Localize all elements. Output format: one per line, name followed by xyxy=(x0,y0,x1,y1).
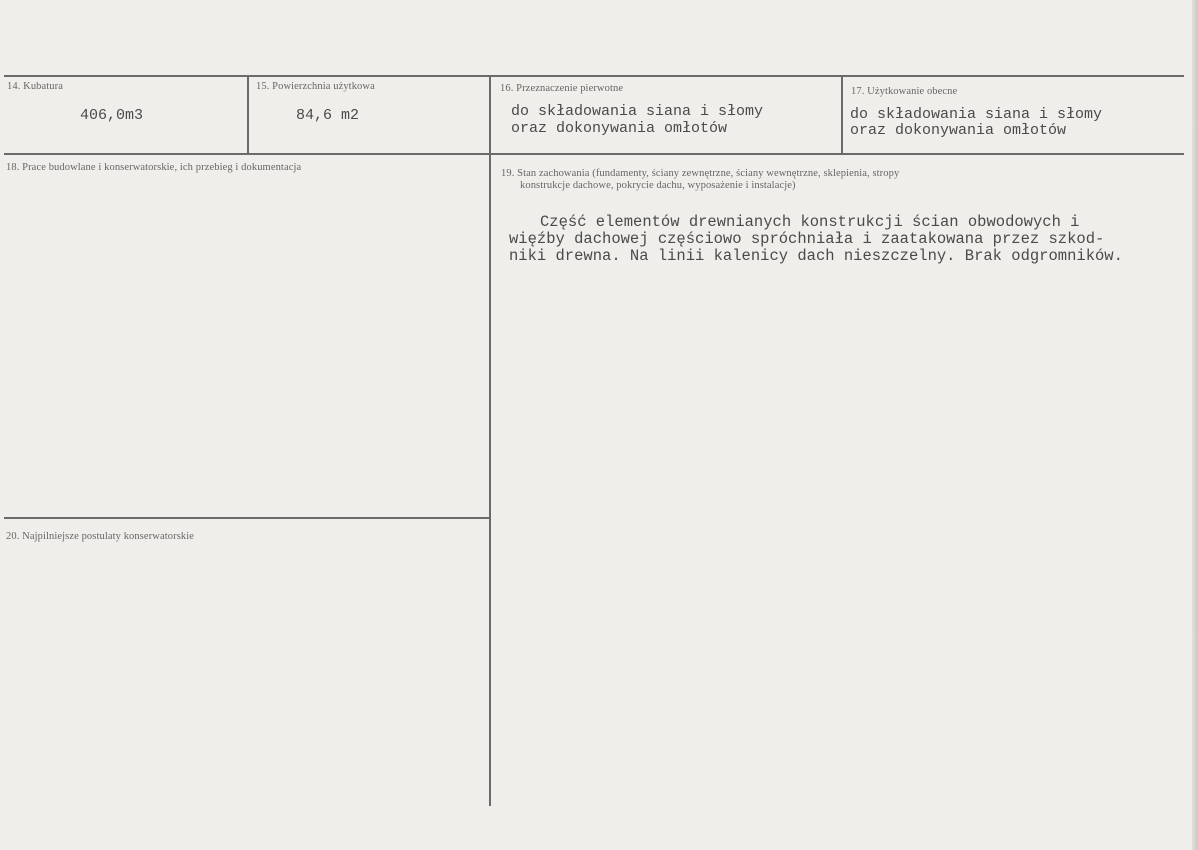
field-15-label: 15. Powierzchnia użytkowa xyxy=(256,81,375,92)
divider-center xyxy=(489,76,491,806)
field-20-label: 20. Najpilniejsze postulaty konserwatorskie xyxy=(6,531,195,542)
field-19-label-line-1: 19. Stan zachowania (fundamenty, ściany zewnętrzne, ściany wewnętrzne, sklepienia, stropy xyxy=(501,168,900,179)
field-16-value-line-2: oraz dokonywania omłotów xyxy=(511,120,728,137)
field-16-value-line-1: do składowania siana i słomy xyxy=(511,103,764,120)
field-18-label: 18. Prace budowlane i konserwatorskie, ich przebieg i dokumentacja xyxy=(6,162,302,173)
field-14-value: 406,0m3 xyxy=(80,107,144,124)
middle-rule xyxy=(4,153,1184,155)
field-19-value-line-3: niki drewna. Na linii kalenicy dach nieszczelny. Brak odgromników. xyxy=(509,247,1123,265)
card-edge-shadow xyxy=(1192,0,1198,850)
field-17-value-line-1: do składowania siana i słomy xyxy=(850,106,1103,123)
divider-16-17 xyxy=(841,76,843,154)
field-17-label: 17. Użytkowanie obecne xyxy=(851,86,958,97)
field-19-label-line-2: konstrukcje dachowe, pokrycie dachu, wyposażenie i instalacje) xyxy=(520,180,796,191)
field-19-value-line-2: więźby dachowej częściowo spróchniała i zaatakowana przez szkod- xyxy=(509,230,1105,248)
field-19-value-line-1: Część elementów drewnianych konstrukcji ścian obwodowych i xyxy=(540,213,1080,231)
field-17-value-line-2: oraz dokonywania omłotów xyxy=(850,122,1067,139)
divider-14-15 xyxy=(247,76,249,154)
field-14-label: 14. Kubatura xyxy=(7,81,64,92)
field-16-label: 16. Przeznaczenie pierwotne xyxy=(500,83,624,94)
field-15-value: 84,6 m2 xyxy=(296,107,360,124)
left-section-rule xyxy=(4,517,490,519)
top-rule xyxy=(4,75,1184,77)
